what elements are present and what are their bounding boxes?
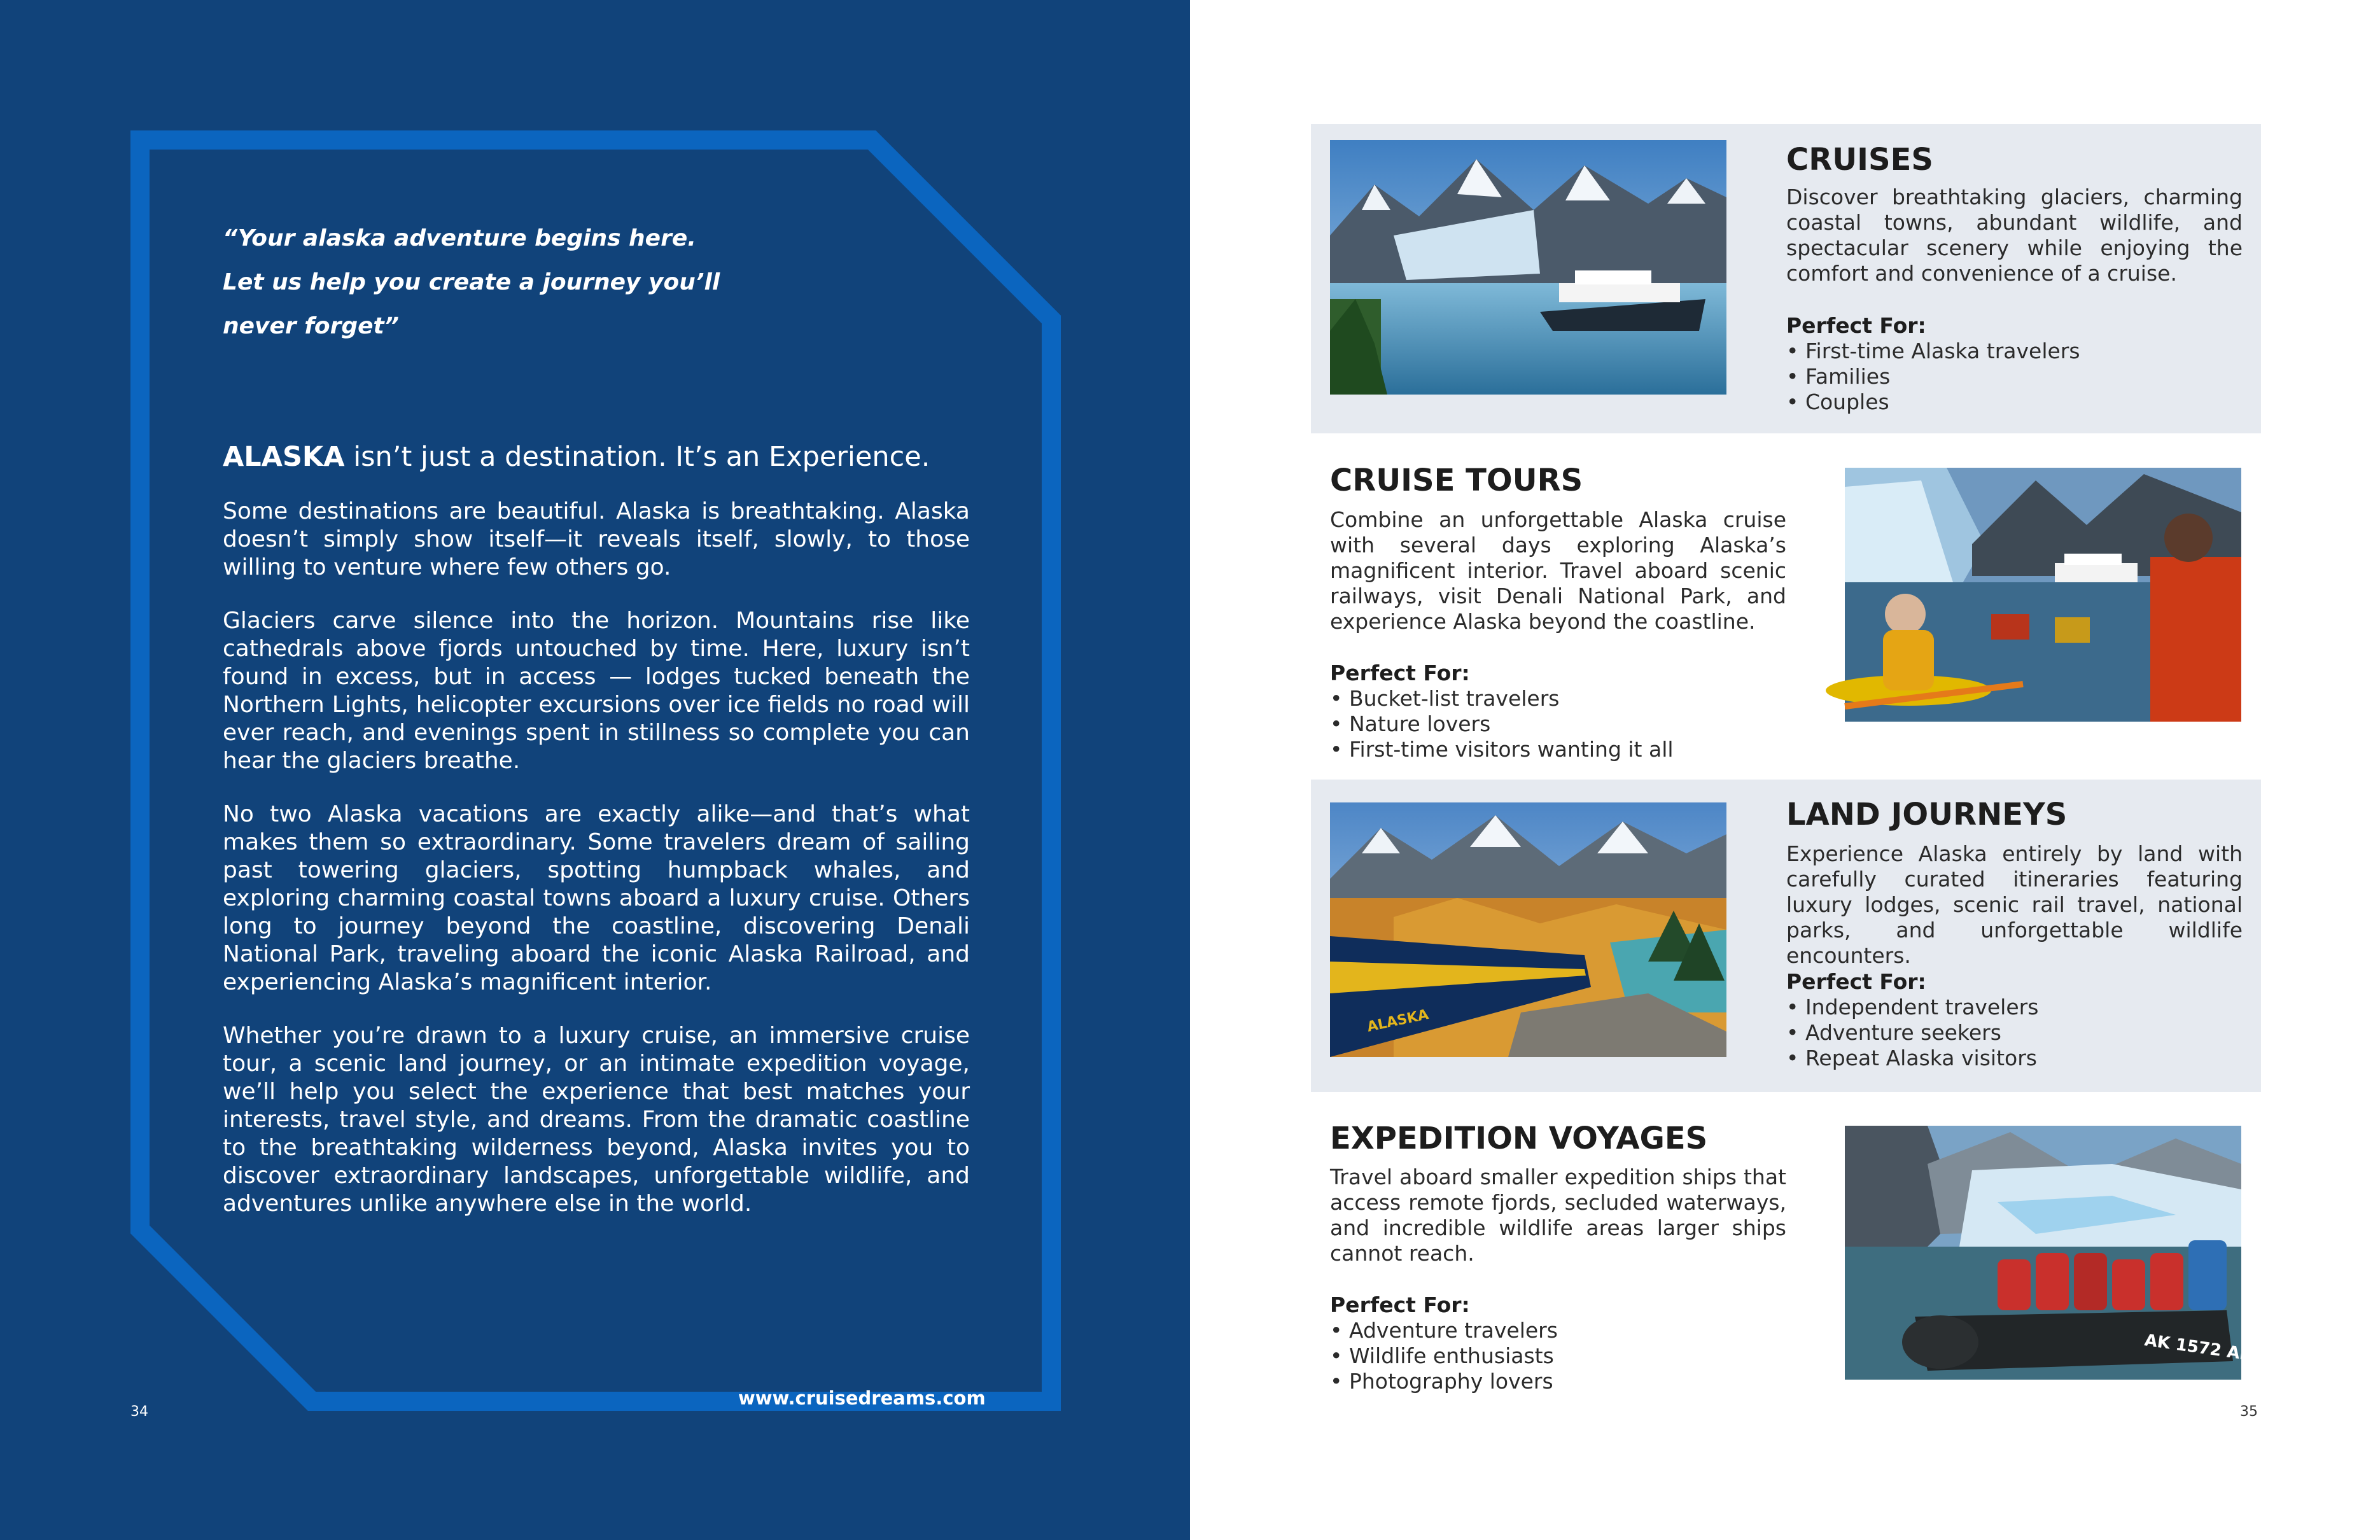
- website-link[interactable]: www.cruisedreams.com: [738, 1387, 986, 1409]
- section-title: CRUISES: [1786, 142, 1933, 178]
- perfect-for-list: [1786, 339, 2080, 415]
- list-item: • Adventure seekers: [1786, 1020, 2001, 1045]
- right-page: [1190, 0, 2380, 1540]
- page-headline: [223, 438, 974, 476]
- cruise-ship-photo: [1330, 140, 1726, 395]
- list-item: • Photography lovers: [1330, 1369, 1553, 1394]
- perfect-for-list: [1330, 1318, 1558, 1394]
- list-item: • Adventure travelers: [1330, 1318, 1558, 1343]
- list-item: • Repeat Alaska visitors: [1786, 1046, 2037, 1070]
- quote-line-1: “Your alaska adventure begins here.: [223, 225, 696, 251]
- intro-body: [223, 498, 970, 1243]
- headline-bold: ALASKA: [223, 441, 345, 473]
- list-item: • Families: [1786, 364, 1891, 389]
- section-title: EXPEDITION VOYAGES: [1330, 1121, 1708, 1156]
- train-photo: [1330, 802, 1726, 1057]
- page-number-right: 35: [2240, 1404, 2258, 1420]
- list-item: • Bucket-list travelers: [1330, 686, 1560, 711]
- perfect-for-list: [1786, 995, 2038, 1071]
- perfect-for-label: Perfect For:: [1786, 313, 1926, 338]
- list-item: • Wildlife enthusiasts: [1330, 1343, 1554, 1368]
- kayak-glacier-photo: [1845, 468, 2241, 722]
- perfect-for-list: [1330, 686, 1674, 762]
- quote-line-2: Let us help you create a journey you’ll: [223, 269, 720, 295]
- zodiac-boat-photo: [1845, 1126, 2255, 1380]
- section-description: Combine an unforgettable Alaska cruise with several days exploring Alaska’s magnificent interior. Travel aboard scenic railways, visit Denali National Park, and experience Alaska beyond the coastline.: [1330, 507, 1786, 634]
- body-paragraph: Whether you’re drawn to a luxury cruise, an immersive cruise tour, a scenic land journey, or an intimate expedition voyage, we’ll help you select the experience that best matches your interests, travel style, and dreams. From the dramatic coastline to the breathtaking wilderness beyond, Alaska invites you to discover extraordinary landscapes, unforgettable wildlife, and adventures unlike anywhere else in the world.: [223, 1023, 970, 1217]
- list-item: • Nature lovers: [1330, 711, 1491, 736]
- intro-quote: [223, 216, 720, 348]
- boat-number-text: AK 1572 AN: [2143, 1331, 2255, 1365]
- perfect-for-label: Perfect For:: [1330, 661, 1470, 685]
- list-item: • First-time Alaska travelers: [1786, 339, 2080, 363]
- perfect-for-label: Perfect For:: [1786, 969, 1926, 994]
- page-number-left: 34: [130, 1404, 148, 1420]
- body-paragraph: Some destinations are beautiful. Alaska is breathtaking. Alaska doesn’t simply show itself—it reveals itself, slowly, to those willing to venture where few others go.: [223, 498, 970, 580]
- list-item: • First-time visitors wanting it all: [1330, 737, 1674, 762]
- section-description: Experience Alaska entirely by land with carefully curated itineraries featuring luxury lodges, scenic rail travel, national parks, and unforgettable wildlife encounters.: [1786, 841, 2243, 968]
- list-item: • Couples: [1786, 389, 1889, 414]
- body-paragraph: No two Alaska vacations are exactly alike—and that’s what makes them so extraordinary. Some travelers dream of sailing past towering glaciers, spotting humpback whales, and exploring charming coastal towns aboard a luxury cruise. Others long to journey beyond the coastline, discovering Denali National Park, traveling aboard the iconic Alaska Railroad, and experiencing Alaska’s magnificent interior.: [223, 801, 970, 995]
- section-description: Discover breathtaking glaciers, charming coastal towns, abundant wildlife, and spectacular scenery while enjoying the comfort and convenience of a cruise.: [1786, 185, 2243, 286]
- headline-rest: isn’t just a destination. It’s an Experience.: [344, 441, 930, 473]
- body-paragraph: Glaciers carve silence into the horizon. Mountains rise like cathedrals above fjords untouched by time. Here, luxury isn’t found in excess, but in access — lodges tucked beneath the Northern Lights, helicopter excursions over ice fields no road will ever reach, and evenings spent in stillness so complete you can hear the glaciers breathe.: [223, 608, 970, 774]
- section-title: CRUISE TOURS: [1330, 463, 1583, 498]
- list-item: • Independent travelers: [1786, 995, 2039, 1019]
- perfect-for-label: Perfect For:: [1330, 1292, 1470, 1317]
- section-title: LAND JOURNEYS: [1786, 797, 2068, 832]
- train-logo-text: ALASKA: [1366, 1007, 1431, 1035]
- section-description: Travel aboard smaller expedition ships that access remote fjords, secluded waterways, and incredible wildlife areas larger ships cannot reach.: [1330, 1165, 1786, 1266]
- quote-line-3: never forget”: [223, 313, 399, 339]
